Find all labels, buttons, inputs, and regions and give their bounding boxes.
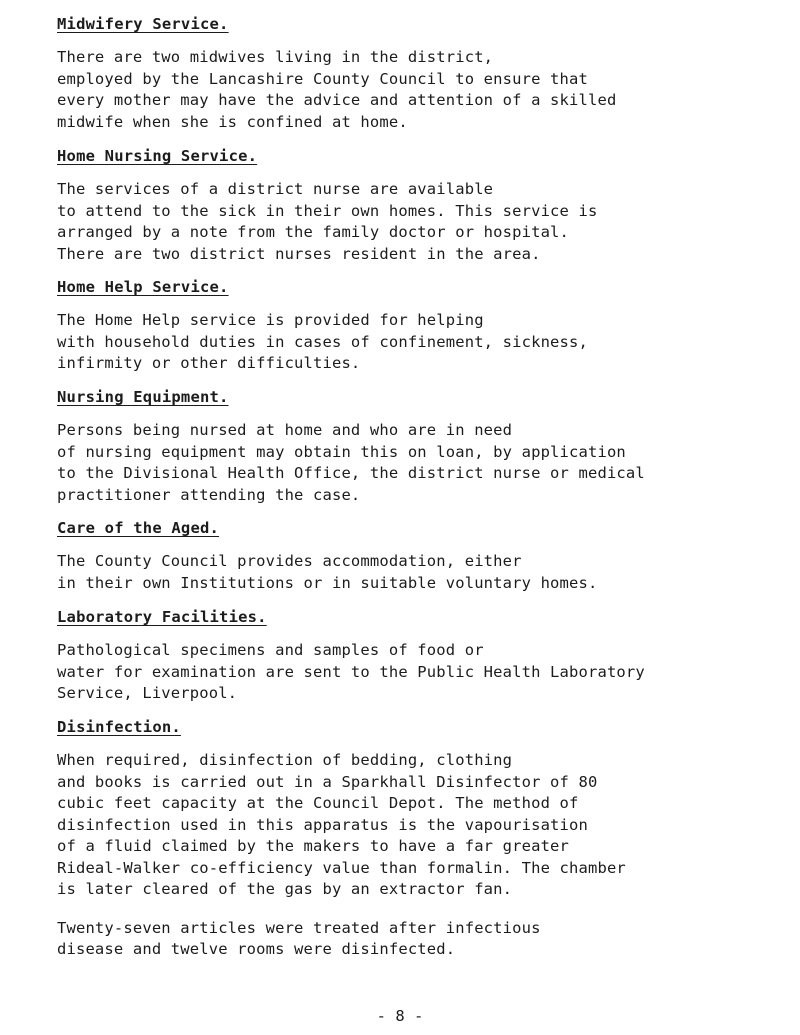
section-home-nursing: [57, 146, 764, 265]
section-heading: Laboratory Facilities.: [57, 608, 267, 626]
section-paragraph: There are two midwives living in the district, employed by the Lancashire County Council to ensure that every mother may have the advice and attention of a skilled midwife when she is confined at home.: [57, 48, 617, 131]
section-paragraph: Pathological specimens and samples of food or water for examination are sent to the Public Health Laboratory Service, Liverpool.: [57, 641, 645, 702]
section-nursing-equipment: [57, 387, 764, 506]
section-laboratory: [57, 607, 764, 705]
section-heading: Home Nursing Service.: [57, 147, 258, 165]
section-heading: Midwifery Service.: [57, 15, 229, 33]
section-paragraph: The County Council provides accommodation, either in their own Institutions or in suitable voluntary homes.: [57, 552, 598, 592]
section-paragraph: Persons being nursed at home and who are in need of nursing equipment may obtain this on loan, by application to the Divisional Health Office, the district nurse or medical practitioner attending the case.: [57, 421, 645, 504]
section-paragraph: When required, disinfection of bedding, clothing and books is carried out in a Sparkhall Disinfector of 80 cubic feet capacity at the Council Depot. The method of disinfection used in this apparatus is the vapourisation of a fluid claimed by the makers to have a far greater Rideal-Walker co-efficiency value than formalin. The chamber is later cleared of the gas by an extractor fan.: [57, 751, 626, 898]
section-paragraph: Twenty-seven articles were treated after infectious disease and twelve rooms were disinfected.: [57, 918, 541, 958]
section-paragraph: The services of a district nurse are available to attend to the sick in their own homes. This service is arranged by a note from the family doctor or hospital. There are two district nurses resident in the area.: [57, 180, 598, 263]
section-heading: Care of the Aged.: [57, 519, 220, 537]
section-heading: Home Help Service.: [57, 278, 229, 296]
section-midwifery: [57, 14, 764, 133]
section-heading: Disinfection.: [57, 718, 181, 736]
section-home-help: [57, 277, 764, 375]
section-care-of-aged: [57, 518, 764, 594]
section-disinfection: [57, 717, 764, 961]
section-heading: Nursing Equipment.: [57, 388, 229, 406]
section-paragraph: The Home Help service is provided for helping with household duties in cases of confinement, sickness, infirmity or other difficulties.: [57, 311, 588, 372]
page-number: - 8 -: [376, 1007, 424, 1025]
